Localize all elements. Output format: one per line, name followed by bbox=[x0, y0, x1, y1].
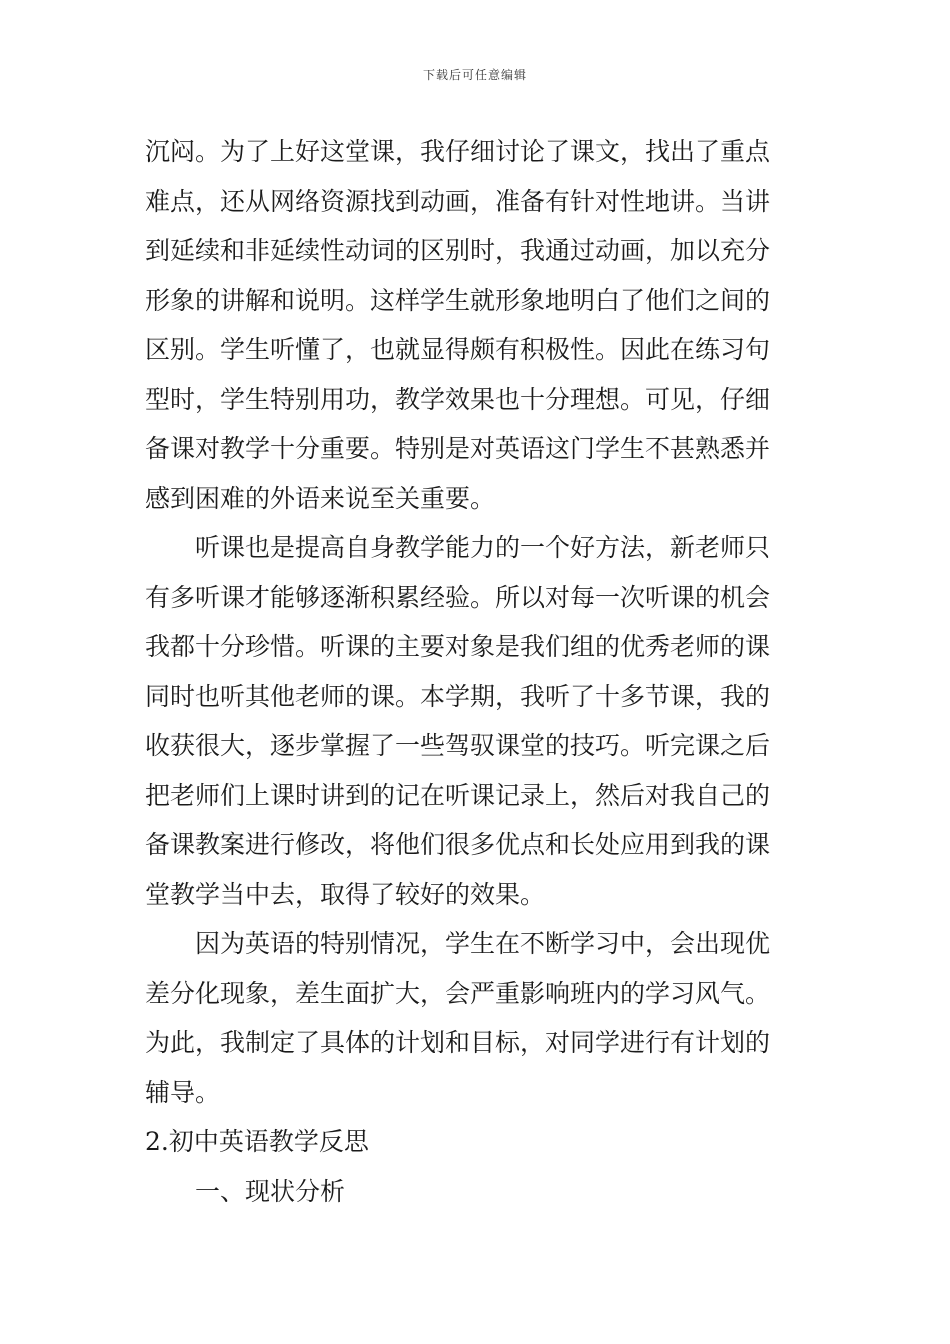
paragraph-line: 辅导。 bbox=[145, 1077, 221, 1107]
paragraph-line: 因为英语的特别情况，学生在不断学习中，会出现优 bbox=[195, 929, 771, 958]
paragraph-line: 沉闷。为了上好这堂课，我仔细讨论了课文，找出了重点 bbox=[145, 137, 771, 166]
paragraph-line: 听课也是提高自身教学能力的一个好方法，新老师只 bbox=[195, 533, 771, 562]
paragraph-line: 把老师们上课时讲到的记在听课记录上，然后对我自己的 bbox=[145, 780, 771, 810]
paragraph-line: 差分化现象，差生面扩大，会严重影响班内的学习风气。 bbox=[145, 978, 771, 1008]
section-heading: 2.初中英语教学反思 bbox=[145, 1127, 369, 1156]
paragraph-line: 型时，学生特别用功，教学效果也十分理想。可见，仔细 bbox=[145, 384, 771, 414]
paragraph-line: 为此，我制定了具体的计划和目标，对同学进行有计划的 bbox=[145, 1028, 771, 1057]
paragraph-line: 备课教案进行修改，将他们很多优点和长处应用到我的课 bbox=[145, 830, 771, 859]
paragraph-line: 同时也听其他老师的课。本学期，我听了十多节课，我的 bbox=[145, 681, 771, 711]
paragraph-line: 收获很大，逐步掌握了一些驾驭课堂的技巧。听完课之后 bbox=[145, 731, 771, 760]
document-body bbox=[145, 127, 807, 1216]
paragraph-line: 到延续和非延续性动词的区别时，我通过动画，加以充分 bbox=[145, 236, 771, 265]
paragraph-line: 我都十分珍惜。听课的主要对象是我们组的优秀老师的课 bbox=[145, 632, 771, 661]
paragraph-line: 感到困难的外语来说至关重要。 bbox=[145, 483, 496, 513]
paragraph-line: 备课对教学十分重要。特别是对英语这门学生不甚熟悉并 bbox=[145, 434, 771, 463]
page-header-note: 下载后可任意编辑 bbox=[422, 68, 527, 82]
paragraph-line: 区别。学生听懂了，也就显得颇有积极性。因此在练习句 bbox=[145, 335, 771, 364]
paragraph-line: 难点，还从网络资源找到动画，准备有针对性地讲。当讲 bbox=[145, 186, 771, 216]
paragraph-line: 堂教学当中去，取得了较好的效果。 bbox=[145, 879, 546, 909]
subsection-heading: 一、现状分析 bbox=[195, 1176, 346, 1206]
paragraph-line: 有多听课才能够逐渐积累经验。所以对每一次听课的机会 bbox=[145, 582, 771, 612]
paragraph-line: 形象的讲解和说明。这样学生就形象地明白了他们之间的 bbox=[145, 285, 771, 315]
